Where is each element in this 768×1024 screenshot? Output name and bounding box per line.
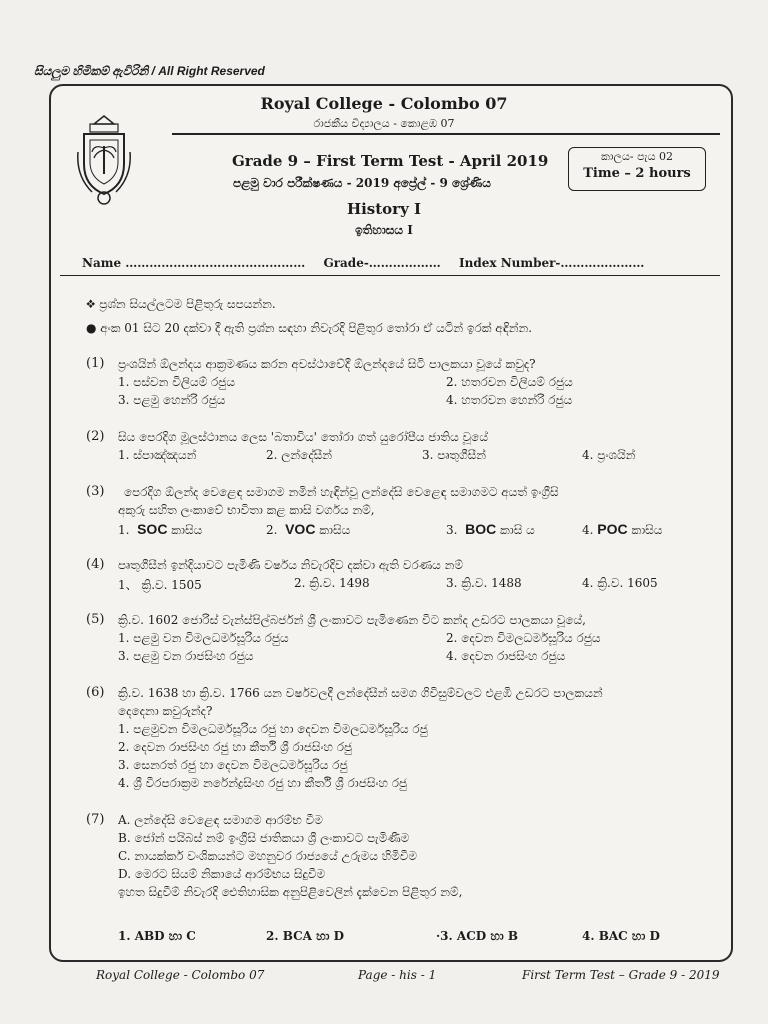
student-details-line (82, 256, 702, 270)
copyright-notice: සියලුම හිමිකම් ඇවිරිනි / All Right Reserved (34, 64, 265, 78)
option: 1. ස්පාඤ්ඤයන් (118, 448, 197, 462)
subject-title-sinhala: ඉතිහාසය I (355, 223, 413, 237)
option: 4. ක්‍රි.ව. 1605 (582, 576, 658, 590)
option-code: SOC (137, 521, 168, 537)
option-text: කාසිය (631, 523, 663, 537)
question-number: (7) (86, 812, 105, 827)
option: 3. පළමු වන රාජසිංහ රජුය (118, 649, 254, 663)
option-text: කාසි ය (500, 523, 535, 537)
subject-title: History I (346, 200, 422, 218)
option: 1. ABD හා C (118, 929, 196, 943)
option (446, 521, 535, 538)
option: 4. දෙවන රාජසිංහ රජුය (446, 649, 566, 663)
option: 3. පෘතුගීසීන් (422, 448, 487, 462)
option: 2. ක්‍රි.ව. 1498 (294, 576, 370, 590)
index-number-field-label: Index Number-………………… (459, 256, 645, 270)
question-text: ප්‍රංශයින් ඕලන්දය ආක්‍රමණය කරන අවස්ථාවේදී ඕලන්දයේ සිටි පාලකයා වූයේ කවුද? (118, 357, 536, 371)
test-title-sinhala: පළමු වාර පරීක්ෂණය - 2019 අප්‍රේල් - 9 ශ්‍රේණිය (233, 176, 491, 190)
option: 2. ලන්දේසීන් (266, 448, 333, 462)
option-code: POC (597, 521, 628, 537)
question-text: අකුරු සහිත ලංකාවේ භාවිතා කළ කාසි වර්ගය නම්, (118, 503, 375, 517)
question-text: ක්‍රි.ව. 1602 ජොරිස් වැන්ස්පිල්බර්ජන් ශ්‍රී ලංකාවට පැමිණෙන විට කන්ද උඩරට පාලකයා වූයේ, (118, 613, 586, 627)
option (582, 521, 662, 538)
option (266, 521, 350, 538)
time-english: Time – 2 hours (583, 166, 691, 181)
option: 2. හතරවන විලියම් රජුය (446, 375, 573, 389)
instruction-1: ❖ ප්‍රශ්න සියල්ලටම පිළිතුරු සපයන්න. (86, 297, 276, 311)
option: 1. පළමු වන විමලධර්මසූරිය රජුය (118, 631, 289, 645)
option: ·3. ACD හා B (436, 929, 519, 943)
question-number: (6) (86, 685, 105, 700)
time-box (568, 147, 706, 191)
question-text: ක්‍රි.ව. 1638 හා ක්‍රි.ව. 1766 යන වර්ෂවලදී ලන්දේසීන් සමග ගිවිසුම්වලට එළඹි උඩරට පාලකයන් (118, 686, 603, 700)
option-code: VOC (285, 521, 316, 537)
option-text: කාසිය (319, 523, 351, 537)
grade-field-label: Grade-……………… (323, 256, 441, 270)
details-divider (60, 275, 720, 276)
option: 4. ප්‍රංශයින් (582, 448, 636, 462)
statement: B. ජෝන් පයිබස් නම් ඉංග්‍රීසි ජාතිකයා ශ්‍රී ලංකාවට පැමිණීම (118, 831, 410, 845)
option: 3. පළමු හෙන්රි රජුය (118, 393, 226, 407)
option: 3. ක්‍රි.ව. 1488 (446, 576, 522, 590)
question-text: පෘතුගීසීන් ඉන්දියාවට පැමිණි වර්ෂය නිවැරදිව දක්වා ඇති වරණය නම් (118, 558, 463, 572)
option: 2. BCA හා D (266, 929, 345, 943)
statement: A. ලන්දේසි වෙළෙඳ සමාගම ආරම්භ වීම (118, 813, 323, 827)
question-number: (4) (86, 557, 105, 572)
footer-page-number: Page - his - 1 (358, 968, 437, 982)
question-text: ඉහත සිදුවීම් නිවැරදි ඓතිහාසික අනුපිළිවෙලින් දැක්වෙන පිළිතුර නම්, (118, 885, 463, 899)
option-code: BOC (465, 521, 497, 537)
name-field-label: Name ……………………………………… (82, 256, 306, 270)
option: 2. දෙවන විමලධර්මසූරිය රජුය (446, 631, 601, 645)
option: 1. පළමුවන විමලධර්මසූරිය රජු හා දෙවන විමලධර්මසූරිය රජු (118, 722, 428, 736)
option (118, 521, 202, 538)
header-divider (172, 133, 720, 135)
question-number: (3) (86, 484, 105, 499)
footer-school: Royal College - Colombo 07 (96, 968, 265, 982)
option-number: 2. (266, 523, 278, 537)
statement: C. නායක්කර් වංශිකයන්ට මහනුවර රාජ්‍යයේ උරුමය හිමිවීම (118, 849, 418, 863)
option: 4. හතරවන හෙන්රි රජුය (446, 393, 573, 407)
time-sinhala: කාලය- පැය 02 (601, 150, 673, 163)
option-text: කාසිය (171, 523, 203, 537)
question-text: සිය පෙරදිග මූලස්ථානය ලෙස 'බතාවිය' තෝරා ගත් යුරෝපීය ජාතිය වූයේ (118, 430, 488, 444)
option: 1. පස්වන විලියම් රජුය (118, 375, 236, 389)
question-text: දෙදෙනා කවුරුන්ද? (118, 704, 213, 718)
instruction-2: ● අංක 01 සිට 20 දක්වා දී ඇති ප්‍රශ්න සඳහා නිවැරදි පිළිතුර තෝරා ඒ යටින් ඉරක් අඳින්න. (86, 321, 533, 335)
option: 1、 ක්‍රි.ව. 1505 (118, 578, 202, 592)
option: 4. BAC හා D (582, 929, 660, 943)
footer-test-name: First Term Test – Grade 9 - 2019 (522, 968, 720, 982)
option: 4. ශ්‍රී වීරපරාක්‍රම නරේන්ද්‍රසිංහ රජු හා කීර්ති ශ්‍රී රාජසිංහ රජු (118, 776, 408, 790)
test-title: Grade 9 – First Term Test - April 2019 (232, 152, 549, 170)
option: 3. සෙනරත් රජු හා දෙවන විමලධර්මසූරිය රජු (118, 758, 348, 772)
school-name: Royal College - Colombo 07 (260, 94, 508, 113)
question-number: (1) (86, 356, 105, 371)
question-number: (2) (86, 429, 105, 444)
question-number: (5) (86, 612, 105, 627)
option-number: 3. (446, 523, 458, 537)
statement: D. මෙරට සියම් නිකායේ ආරම්භය සිදුවීම (118, 867, 326, 881)
option-number: 1. (118, 523, 130, 537)
school-name-sinhala: රාජකීය විද්‍යාලය - කොළඹ 07 (313, 117, 455, 130)
option: 2. දෙවන රාජසිංහ රජු හා කීර්ති ශ්‍රී රාජසිංහ රජු (118, 740, 353, 754)
option-number: 4. (582, 523, 594, 537)
question-text: පෙරදිග ඕලන්ද වෙළෙඳ සමාගම නමින් හැඳින්වූ ලන්දේසි වෙළෙඳ සමාගමට අයත් ඉංග්‍රීසි (124, 485, 559, 499)
